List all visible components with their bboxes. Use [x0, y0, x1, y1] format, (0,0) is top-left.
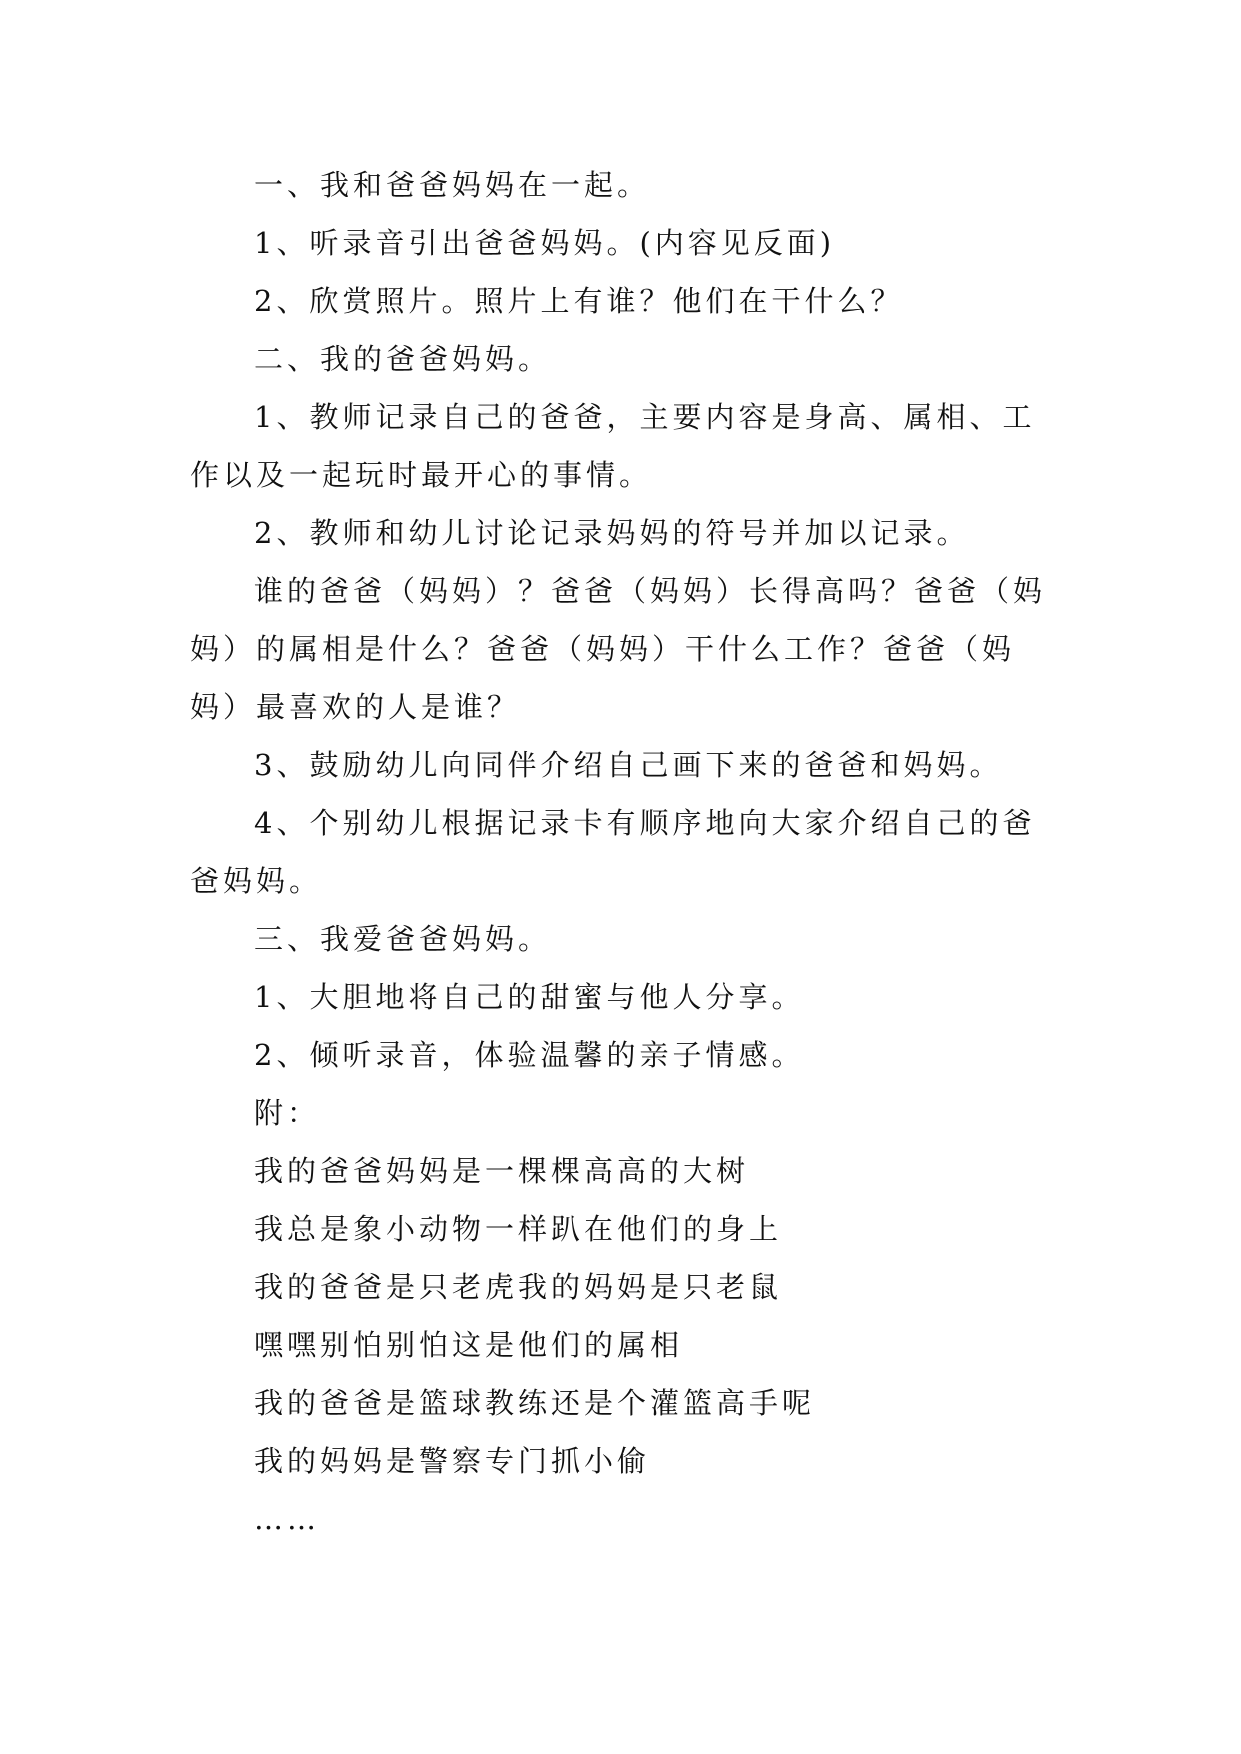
- list-item: 3、鼓励幼儿向同伴介绍自己画下来的爸爸和妈妈。: [254, 748, 1003, 782]
- section-heading-2: 二、我的爸爸妈妈。: [254, 342, 552, 376]
- poem-line: 我的爸爸是只老虎我的妈妈是只老鼠: [254, 1270, 783, 1304]
- poem-line: 我的爸爸是篮球教练还是个灌篮高手呢: [254, 1386, 816, 1420]
- document-body: [190, 156, 1050, 1548]
- poem-line: 嘿嘿别怕别怕这是他们的属相: [254, 1328, 684, 1362]
- question-paragraph: 谁的爸爸（妈妈）？爸爸（妈妈）长得高吗？爸爸（妈妈）的属相是什么？爸爸（妈妈）干什么工作？爸爸（妈妈）最喜欢的人是谁？: [190, 574, 1047, 724]
- list-item: 4、个别幼儿根据记录卡有顺序地向大家介绍自己的爸爸妈妈。: [190, 806, 1036, 898]
- section-heading-3: 三、我爱爸爸妈妈。: [254, 922, 552, 956]
- poem-line: 我总是象小动物一样趴在他们的身上: [254, 1212, 783, 1246]
- list-item: 2、倾听录音，体验温馨的亲子情感。: [254, 1038, 805, 1072]
- list-item: 2、教师和幼儿讨论记录妈妈的符号并加以记录。: [254, 516, 970, 550]
- list-item: 1、听录音引出爸爸妈妈。(内容见反面): [254, 226, 836, 260]
- section-heading-1: 一、我和爸爸妈妈在一起。: [254, 168, 651, 202]
- poem-line: 我的妈妈是警察专门抓小偷: [254, 1444, 651, 1478]
- poem-line: 我的爸爸妈妈是一棵棵高高的大树: [254, 1154, 750, 1188]
- list-item: 1、教师记录自己的爸爸，主要内容是身高、属相、工作以及一起玩时最开心的事情。: [190, 400, 1036, 492]
- list-item: 1、大胆地将自己的甜蜜与他人分享。: [254, 980, 805, 1014]
- list-item: 2、欣赏照片。照片上有谁？他们在干什么？: [254, 284, 904, 318]
- appendix-label: 附：: [254, 1096, 321, 1130]
- ellipsis: ……: [254, 1502, 320, 1536]
